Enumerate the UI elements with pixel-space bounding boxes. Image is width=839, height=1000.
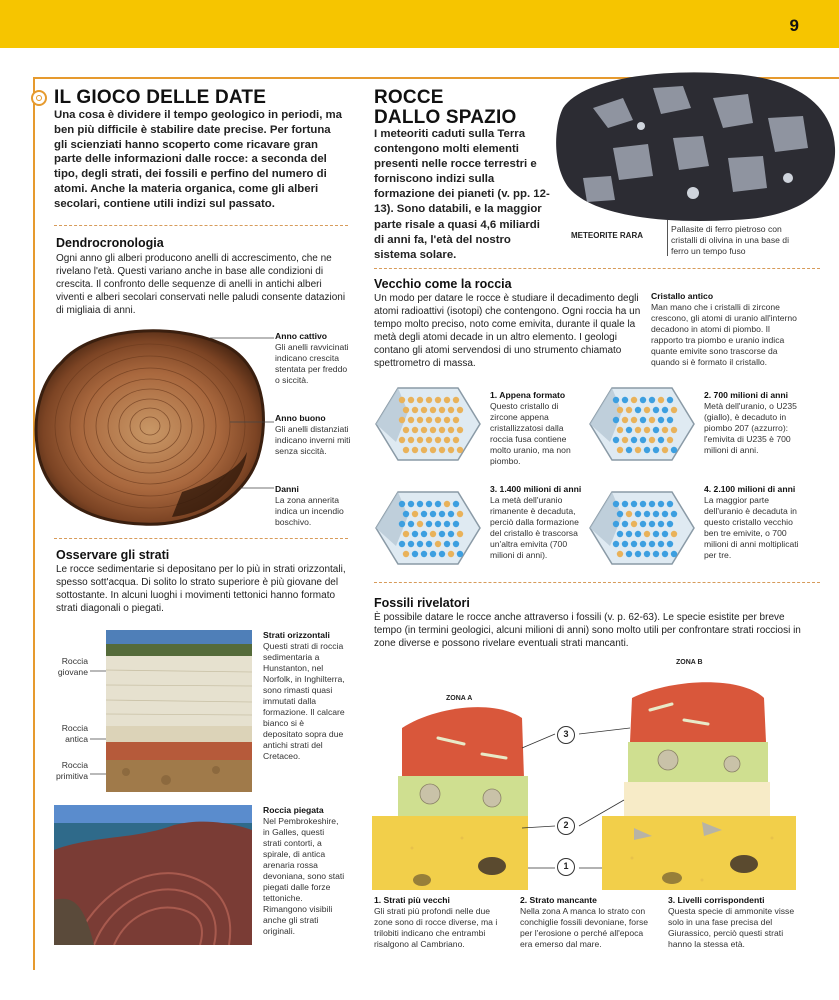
uranium-atom	[457, 407, 463, 413]
lead-atom	[613, 437, 619, 443]
dates-title: IL GIOCO DELLE DATE	[54, 87, 267, 108]
uranium-atom	[631, 397, 637, 403]
uranium-atom	[448, 407, 454, 413]
uranium-atom	[426, 437, 432, 443]
top-bar	[0, 0, 839, 48]
lead-atom	[613, 501, 619, 507]
uranium-atom	[631, 417, 637, 423]
lead-atom	[635, 531, 641, 537]
lead-atom	[417, 541, 423, 547]
uranium-atom	[421, 427, 427, 433]
caption-damage: Danni La zona annerita indica un incendio boschivo.	[275, 484, 344, 527]
dendro-title: Dendrocronologia	[56, 236, 164, 250]
uranium-atom	[658, 397, 664, 403]
lead-atom	[421, 511, 427, 517]
lead-atom	[622, 541, 628, 547]
lead-atom	[635, 511, 641, 517]
dates-intro: Una cosa è dividere il tempo geologico in periodi, ma ben più difficile è stabilire date precise. Per fortuna gli scienziati hanno scoperto come ricavare gran parte delle informazioni dalle rocce: a seconda del tipo, degli strati, dei fossili e perfino del numero di atomi. Anche la materia organica, come gli alberi secolari, contiene utili indizi sul passato.	[54, 109, 342, 210]
lead-atom	[421, 531, 427, 537]
uranium-atom	[617, 447, 623, 453]
uranium-atom	[408, 417, 414, 423]
lead-atom	[649, 501, 655, 507]
crystal-3	[372, 486, 484, 570]
uranium-atom	[626, 407, 632, 413]
uranium-atom	[644, 531, 650, 537]
lead-atom	[662, 531, 668, 537]
uranium-atom	[448, 551, 454, 557]
lead-atom	[439, 531, 445, 537]
uranium-atom	[435, 541, 441, 547]
uranium-atom	[444, 501, 450, 507]
lead-atom	[640, 437, 646, 443]
uranium-atom	[644, 427, 650, 433]
label-old-rock: Roccia antica	[61, 723, 88, 744]
uranium-atom	[671, 407, 677, 413]
space-text: I meteoriti caduti sulla Terra contengono molti elementi presenti nelle rocce terrestri e forniscono indizi sulla formazione dei pianeti (v. pp. 12-13). Sono databili, e la maggior parte risale a quasi 4,6 miliardi di anni fa, l'età del nostro sistema solare.	[374, 128, 550, 261]
uranium-atom	[412, 407, 418, 413]
ancient-crystal-caption: Cristallo antico Man mano che i cristalli di zircone crescono, gli atomi di uranio all'interno decadono in atomi di piombo. Il rapporto tra piombo e uranio indica quante emivite sono trascorse da quando si è formato il cristallo.	[651, 291, 797, 367]
strata-text: Le rocce sedimentarie si depositano per lo più in strati orizzontali, spesso sott'acqua. Di solito lo strato superiore è più giovane del sottostante. In alcuni luoghi i movimenti tettonici hanno formato strati diagonali o piegati.	[56, 564, 346, 614]
divider	[54, 538, 348, 539]
uranium-atom	[417, 521, 423, 527]
uranium-atom	[617, 427, 623, 433]
lead-atom	[649, 397, 655, 403]
uranium-atom	[453, 417, 459, 423]
lead-atom	[653, 511, 659, 517]
lead-atom	[653, 427, 659, 433]
uranium-atom	[403, 447, 409, 453]
lead-atom	[453, 521, 459, 527]
lead-atom	[640, 501, 646, 507]
uranium-atom	[457, 531, 463, 537]
folded-rock-photo	[54, 805, 252, 945]
fossil-caption-3: 3. Livelli corrispondenti Questa specie di ammonite visse solo in una fase precisa del Giurassico, perciò questi strati hanno la stessa età.	[668, 895, 795, 949]
lead-atom	[626, 551, 632, 557]
lead-atom	[658, 541, 664, 547]
lead-atom	[658, 437, 664, 443]
uranium-atom	[448, 427, 454, 433]
lead-atom	[653, 407, 659, 413]
lead-atom	[417, 501, 423, 507]
uranium-atom	[403, 407, 409, 413]
fossils-title: Fossili rivelatori	[374, 596, 470, 610]
uranium-atom	[671, 531, 677, 537]
uranium-atom	[399, 437, 405, 443]
uranium-atom	[430, 447, 436, 453]
lead-atom	[626, 531, 632, 537]
lead-atom	[671, 447, 677, 453]
uranium-atom	[430, 531, 436, 537]
uranium-atom	[444, 397, 450, 403]
uranium-atom	[667, 437, 673, 443]
lead-atom	[649, 521, 655, 527]
uranium-atom	[399, 397, 405, 403]
uranium-atom	[453, 397, 459, 403]
divider	[374, 582, 820, 583]
horizontal-strata-photo	[106, 630, 252, 792]
lead-atom	[613, 541, 619, 547]
page-number: 9	[789, 16, 799, 35]
uranium-atom	[417, 397, 423, 403]
fossil-caption-2: 2. Strato mancante Nella zona A manca lo strato con conchiglie fossili devoniane, forse per l'erosione o perché all'epoca era emerso dal mare.	[520, 895, 649, 949]
lead-atom	[667, 501, 673, 507]
caption-bad-year: Anno cattivo Gli anelli ravvicinati indicano crescita stentata per freddo o siccità.	[275, 331, 349, 385]
lead-atom	[448, 531, 454, 537]
uranium-atom	[426, 397, 432, 403]
old-rock-title: Vecchio come la roccia	[374, 277, 512, 291]
lead-atom	[631, 501, 637, 507]
lead-atom	[412, 551, 418, 557]
lead-atom	[622, 397, 628, 403]
lead-atom	[631, 541, 637, 547]
uranium-atom	[412, 511, 418, 517]
lead-atom	[653, 531, 659, 537]
lead-atom	[399, 521, 405, 527]
lead-atom	[412, 531, 418, 537]
lead-atom	[613, 417, 619, 423]
lead-atom	[640, 397, 646, 403]
meteorite-label: METEORITE RARA	[571, 231, 643, 240]
lead-atom	[658, 521, 664, 527]
marker-2: 2	[557, 817, 575, 835]
uranium-atom	[430, 427, 436, 433]
uranium-atom	[671, 427, 677, 433]
uranium-atom	[426, 417, 432, 423]
uranium-atom	[662, 447, 668, 453]
lead-atom	[662, 407, 668, 413]
lead-atom	[662, 511, 668, 517]
lead-atom	[653, 551, 659, 557]
lead-atom	[658, 417, 664, 423]
uranium-atom	[626, 511, 632, 517]
uranium-atom	[649, 437, 655, 443]
lead-atom	[653, 447, 659, 453]
lead-atom	[671, 511, 677, 517]
uranium-atom	[435, 397, 441, 403]
crystal-caption-2: 2. 700 milioni di anni Metà dell'uranio, o U235 (giallo), è decaduto in piombo 207 (azzurro): l'emivita di U235 è 700 milioni di anni.	[704, 390, 797, 455]
meteorite-caption: Pallasite di ferro pietroso con cristalli di olivina in una base di ferro un tempo fuso	[671, 224, 789, 256]
uranium-atom	[457, 447, 463, 453]
crystal-caption-3: 3. 1.400 milioni di anni La metà dell'uranio rimanente è decaduta, perciò dalla formazione del cristallo è trascorsa un'altra emivita (700 milioni di anni).	[490, 484, 582, 560]
uranium-atom	[444, 417, 450, 423]
uranium-atom	[412, 427, 418, 433]
uranium-atom	[622, 437, 628, 443]
fossil-zones-diagram	[372, 668, 796, 890]
strata-title: Osservare gli strati	[56, 548, 170, 562]
lead-atom	[644, 447, 650, 453]
lead-atom	[631, 437, 637, 443]
lead-atom	[617, 531, 623, 537]
lead-atom	[426, 501, 432, 507]
uranium-atom	[644, 407, 650, 413]
lead-atom	[635, 407, 641, 413]
divider	[374, 268, 820, 269]
lead-atom	[640, 541, 646, 547]
crystal-caption-1: 1. Appena formato Questo cristallo di zircone appena cristallizzatosi dalla roccia fusa contiene molto uranio, ma non piombo.	[490, 390, 571, 466]
uranium-atom	[421, 447, 427, 453]
lead-atom	[667, 417, 673, 423]
lead-atom	[649, 541, 655, 547]
lead-atom	[457, 551, 463, 557]
uranium-atom	[399, 417, 405, 423]
fossil-caption-1: 1. Strati più vecchi Gli strati più profondi nelle due zone sono di rocce diverse, ma i trilobiti indicano che entrambi risalgono al Cambriano.	[374, 895, 498, 949]
caption-good-year: Anno buono Gli anelli distanziati indicano inverni miti senza siccità.	[275, 413, 351, 456]
lead-atom	[622, 521, 628, 527]
uranium-atom	[408, 437, 414, 443]
crystal-1	[372, 382, 484, 466]
lead-atom	[444, 521, 450, 527]
crystal-2	[586, 382, 698, 466]
uranium-atom	[631, 521, 637, 527]
uranium-atom	[457, 427, 463, 433]
lead-atom	[640, 521, 646, 527]
uranium-atom	[403, 427, 409, 433]
uranium-atom	[417, 437, 423, 443]
uranium-atom	[617, 551, 623, 557]
dendro-text: Ogni anno gli alberi producono anelli di accrescimento, che ne rivelano l'età. Questi variano anche in base alle condizioni di crescita. Il confronto delle sequenze di anelli in antichi alberi viventi e alberi secolari conservati nelle paludi consente datazioni di migliaia di anni.	[56, 253, 346, 316]
uranium-atom	[457, 511, 463, 517]
uranium-atom	[662, 427, 668, 433]
uranium-atom	[635, 447, 641, 453]
label-young-rock: Roccia giovane	[57, 656, 88, 677]
uranium-atom	[439, 427, 445, 433]
uranium-atom	[622, 417, 628, 423]
lead-atom	[430, 551, 436, 557]
lead-atom	[399, 501, 405, 507]
uranium-atom	[444, 437, 450, 443]
meteorite-image	[553, 68, 839, 228]
lead-atom	[435, 501, 441, 507]
lead-atom	[426, 541, 432, 547]
uranium-atom	[421, 407, 427, 413]
lead-atom	[658, 501, 664, 507]
divider	[54, 225, 348, 226]
uranium-atom	[435, 417, 441, 423]
old-rock-text: Un modo per datare le rocce è studiare il decadimento degli atomi radioattivi (isotopi) che contengono. Ogni roccia ha un tempo molto preciso, noto come emivita, durante il quale la metà degli atomi decade in un altro elemento. I geologi contano gli atomi servendosi di uno strumento chiamato spettrometro di massa.	[374, 293, 641, 369]
caption-horizontal-strata: Strati orizzontali Questi strati di roccia sedimentaria a Hunstanton, nel Norfolk, in Inghilterra, sono rimasti quasi immutati dalla formazione. Il calcare bianco si è depositato sopra due antichi strati del Cretaceo.	[263, 630, 345, 761]
lead-atom	[408, 501, 414, 507]
uranium-atom	[403, 531, 409, 537]
lead-atom	[635, 551, 641, 557]
uranium-atom	[430, 407, 436, 413]
lead-atom	[626, 427, 632, 433]
uranium-atom	[412, 447, 418, 453]
lead-atom	[667, 521, 673, 527]
lead-atom	[453, 541, 459, 547]
lead-atom	[662, 551, 668, 557]
lead-atom	[448, 511, 454, 517]
lead-atom	[617, 511, 623, 517]
uranium-atom	[448, 447, 454, 453]
crystal-4	[586, 486, 698, 570]
uranium-atom	[649, 417, 655, 423]
uranium-atom	[439, 447, 445, 453]
lead-atom	[408, 541, 414, 547]
lead-atom	[435, 521, 441, 527]
marker-1: 1	[557, 858, 575, 876]
uranium-atom	[417, 417, 423, 423]
crystal-caption-4: 4. 2.100 milioni di anni La maggior parte dell'uranio è decaduta in questo cristallo vecchio ben tre emivite, o 700 milioni di anni moltiplicati per tre.	[704, 484, 799, 560]
target-icon	[31, 90, 47, 106]
lead-atom	[644, 551, 650, 557]
label-primitive-rock: Roccia primitiva	[56, 760, 88, 781]
lead-atom	[640, 417, 646, 423]
zone-a-label: ZONA A	[446, 695, 473, 702]
marker-3: 3	[557, 726, 575, 744]
uranium-atom	[453, 437, 459, 443]
uranium-atom	[403, 551, 409, 557]
lead-atom	[421, 551, 427, 557]
lead-atom	[667, 541, 673, 547]
tree-pointer-lines	[200, 330, 280, 500]
uranium-atom	[435, 437, 441, 443]
lead-atom	[430, 511, 436, 517]
lead-atom	[408, 521, 414, 527]
fossils-text: È possibile datare le rocce anche attraverso i fossili (v. p. 62-63). Le specie esistite per breve tempo (in termini geologici, alcuni milioni di anni) sono molto utili per confrontare strati rocciosi in zone diverse e possono rivelare eventuali strati mancanti.	[374, 612, 801, 649]
lead-atom	[439, 551, 445, 557]
space-title: ROCCE DALLO SPAZIO	[374, 87, 517, 128]
lead-atom	[671, 551, 677, 557]
lead-atom	[644, 511, 650, 517]
lead-atom	[399, 541, 405, 547]
lead-atom	[667, 397, 673, 403]
zone-b-label: ZONA B	[676, 659, 703, 666]
uranium-atom	[408, 397, 414, 403]
uranium-atom	[439, 407, 445, 413]
lead-atom	[426, 521, 432, 527]
lead-atom	[444, 541, 450, 547]
lead-atom	[453, 501, 459, 507]
lead-atom	[613, 521, 619, 527]
uranium-atom	[617, 407, 623, 413]
lead-atom	[403, 511, 409, 517]
caption-folded-rock: Roccia piegata Nel Pembrokeshire, in Galles, questi strati contorti, a spirale, di antica arenaria rossa devoniana, sono stati piegati dalle forze tettoniche. Rimangono visibili anche gli strati originali.	[263, 805, 345, 936]
lead-atom	[439, 511, 445, 517]
lead-atom	[613, 397, 619, 403]
meteorite-pointer-line	[667, 220, 668, 256]
lead-atom	[622, 501, 628, 507]
lead-atom	[626, 447, 632, 453]
uranium-atom	[635, 427, 641, 433]
